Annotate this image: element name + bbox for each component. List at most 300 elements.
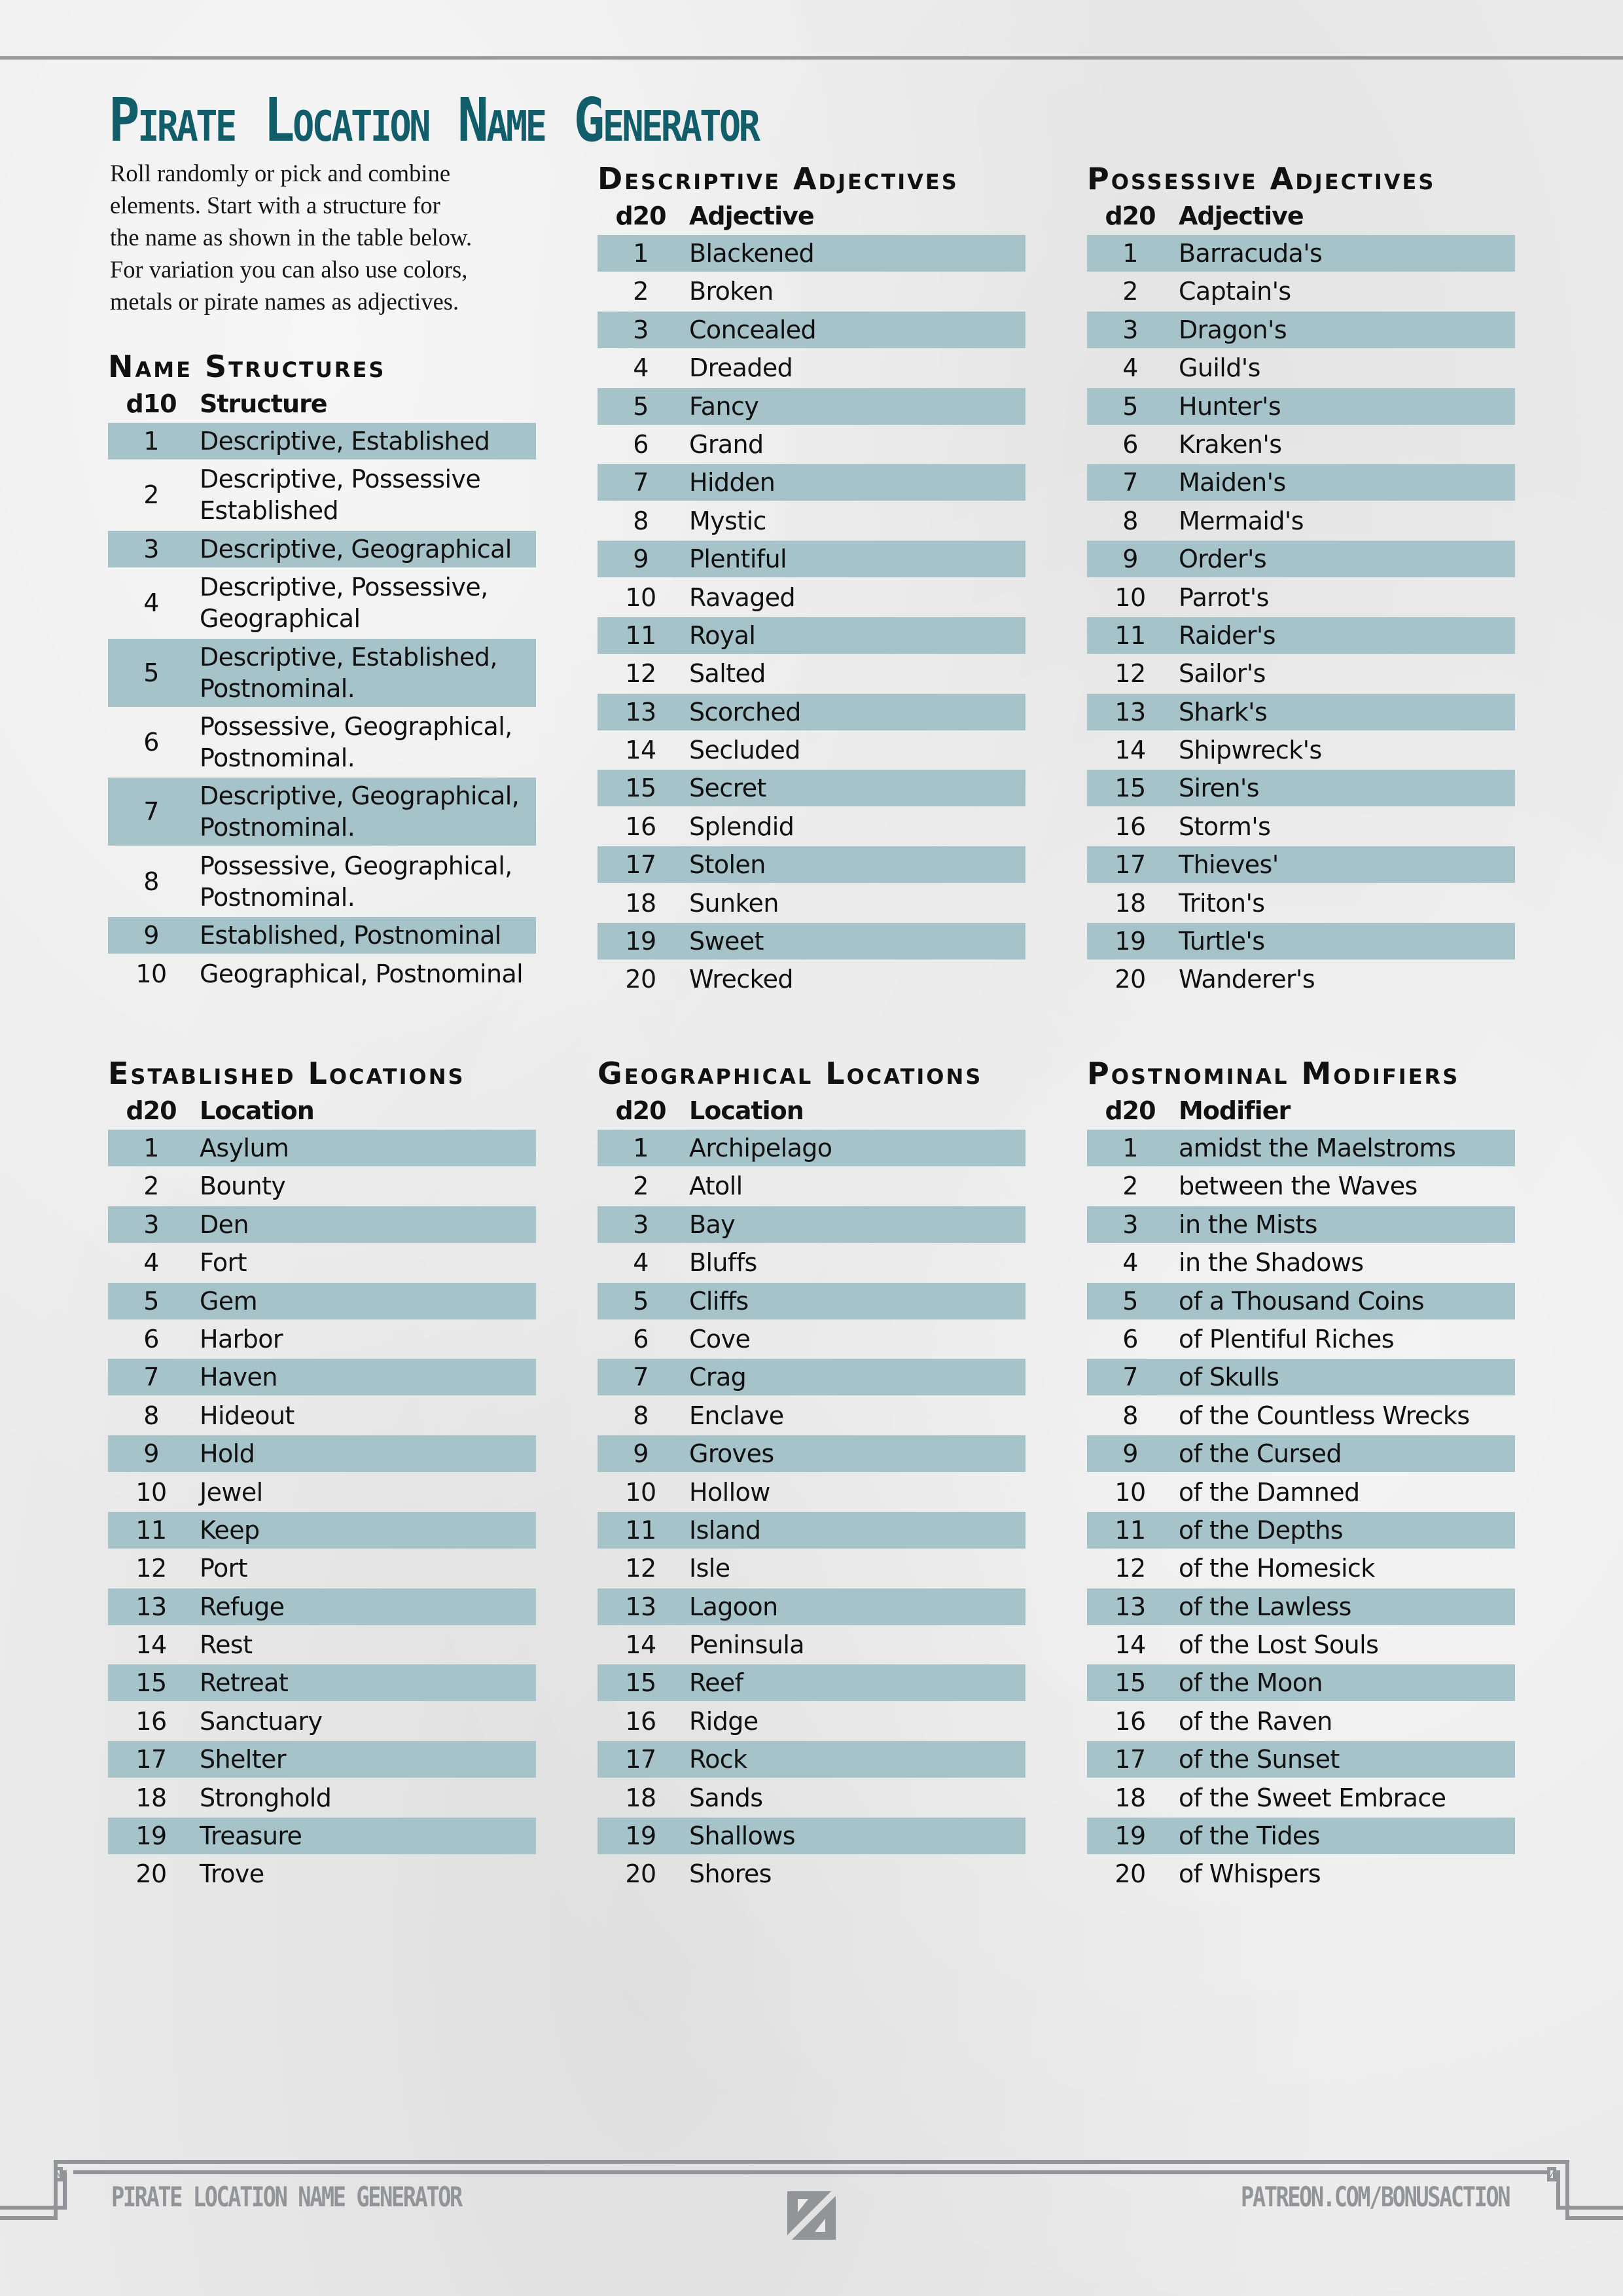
- row-value: Stronghold: [200, 1783, 332, 1812]
- table-row: [597, 1818, 1026, 1854]
- table-row: [1087, 350, 1515, 386]
- row-value: Sailor's: [1179, 659, 1266, 689]
- roll-number: 2: [633, 277, 649, 306]
- table-row: [1087, 770, 1515, 806]
- roll-number: 18: [135, 1783, 167, 1812]
- row-value: Crag: [689, 1363, 747, 1392]
- roll-number: 11: [1115, 1515, 1146, 1545]
- table-postnominal-modifiers: [1087, 1055, 1515, 1894]
- table-row: [108, 1359, 536, 1395]
- section-heading: Descriptive Adjectives: [597, 161, 959, 196]
- roll-number: 7: [1122, 1363, 1138, 1392]
- roll-number: 10: [625, 1477, 656, 1507]
- table-row: [1087, 1703, 1515, 1740]
- roll-number: 9: [633, 545, 649, 574]
- table-row: [597, 1588, 1026, 1625]
- row-value: Triton's: [1179, 888, 1265, 918]
- roll-number: 14: [1115, 736, 1146, 765]
- die-column-header: d20: [615, 202, 666, 230]
- roll-number: 8: [143, 867, 159, 896]
- roll-number: 10: [1115, 583, 1146, 612]
- row-value: Wrecked: [689, 965, 793, 994]
- row-value: Fancy: [689, 391, 759, 421]
- row-value: Shelter: [200, 1745, 286, 1774]
- roll-number: 8: [633, 1401, 649, 1430]
- row-value: Hideout: [200, 1401, 294, 1430]
- table-row: [1087, 1664, 1515, 1701]
- table-row: [1087, 1435, 1515, 1472]
- table-row: [108, 1474, 536, 1511]
- table-row: [108, 1818, 536, 1854]
- table-row: [597, 923, 1026, 960]
- row-value: Haven: [200, 1363, 277, 1392]
- roll-number: 16: [135, 1706, 167, 1736]
- table-header: [597, 1092, 1026, 1130]
- row-value: of the Tides: [1179, 1821, 1320, 1851]
- table-row: [597, 846, 1026, 883]
- roll-number: 19: [625, 927, 656, 956]
- table-row: [108, 639, 536, 707]
- table-row: [597, 1435, 1026, 1472]
- row-value: Splendid: [689, 812, 794, 841]
- row-value: Ridge: [689, 1706, 758, 1736]
- roll-number: 10: [135, 959, 167, 988]
- row-value: Concealed: [689, 315, 817, 344]
- table-row: [597, 1512, 1026, 1549]
- roll-number: 1: [1122, 1134, 1138, 1162]
- table-row: [108, 1283, 536, 1319]
- row-value: between the Waves: [1179, 1172, 1418, 1201]
- table-row: [597, 1703, 1026, 1740]
- roll-number: 20: [625, 1859, 656, 1889]
- footer-border-line: [1556, 2170, 1560, 2210]
- roll-number: 13: [625, 697, 656, 726]
- roll-number: 16: [625, 1706, 656, 1736]
- roll-number: 2: [633, 1172, 649, 1201]
- table-row: [597, 426, 1026, 463]
- roll-number: 9: [1122, 545, 1138, 574]
- row-value: Refuge: [200, 1592, 285, 1621]
- row-value: Raider's: [1179, 620, 1275, 650]
- roll-number: 9: [1122, 1439, 1138, 1469]
- roll-number: 10: [1115, 1477, 1146, 1507]
- table-row: [108, 1168, 536, 1204]
- row-value: Storm's: [1179, 812, 1271, 841]
- row-value: Barracuda's: [1179, 239, 1323, 268]
- roll-number: 18: [625, 888, 656, 918]
- intro-line: metals or pirate names as adjectives.: [110, 288, 459, 315]
- row-value: Peninsula: [689, 1630, 804, 1660]
- row-value: Bluffs: [689, 1248, 757, 1278]
- roll-number: 17: [1115, 850, 1146, 880]
- table-row: [108, 423, 536, 459]
- row-value: amidst the Maelstroms: [1179, 1134, 1456, 1162]
- roll-number: 6: [1122, 429, 1138, 459]
- footer-border-line: [1565, 2216, 1623, 2220]
- footer-border-line: [1556, 2206, 1623, 2210]
- footer-border-line: [0, 2206, 67, 2210]
- roll-number: 5: [633, 391, 649, 421]
- roll-number: 9: [143, 1439, 159, 1469]
- row-value: of the Moon: [1179, 1668, 1323, 1698]
- roll-number: 4: [1122, 1248, 1138, 1278]
- table-row: [597, 1664, 1026, 1701]
- row-value: Harbor: [200, 1324, 283, 1354]
- table-row: [597, 273, 1026, 310]
- table-row: [597, 388, 1026, 425]
- footer-patreon-link[interactable]: PATREON.COM/BONUSACTION: [1241, 2181, 1510, 2213]
- row-value: of the Sunset: [1179, 1745, 1340, 1774]
- roll-number: 15: [1115, 1668, 1146, 1698]
- row-value: Fort: [200, 1248, 247, 1278]
- table-header: [597, 197, 1026, 235]
- roll-number: 1: [143, 427, 159, 456]
- bonus-action-logo-icon: [787, 2191, 836, 2240]
- roll-number: 1: [633, 1134, 649, 1162]
- value-column-header: Adjective: [1179, 202, 1304, 230]
- row-value: Lagoon: [689, 1592, 778, 1621]
- row-value: Parrot's: [1179, 583, 1269, 612]
- roll-number: 2: [1122, 1172, 1138, 1201]
- row-value: Descriptive, Geographical, Postnominal.: [200, 781, 520, 842]
- section-heading: Name Structures: [108, 349, 386, 384]
- row-value: Royal: [689, 620, 756, 650]
- table-row: [597, 1321, 1026, 1357]
- table-row: [597, 350, 1026, 386]
- footer-border-line: [810, 2170, 1550, 2174]
- table-row: [1087, 464, 1515, 501]
- row-value: of the Depths: [1179, 1515, 1343, 1545]
- table-row: [108, 1206, 536, 1243]
- roll-number: 17: [135, 1745, 167, 1774]
- row-value: Trove: [200, 1859, 264, 1889]
- table-row: [597, 1474, 1026, 1511]
- table-row: [108, 569, 536, 637]
- table-row: [1087, 503, 1515, 539]
- table-row: [1087, 885, 1515, 922]
- intro-line: elements. Start with a structure for: [110, 192, 440, 219]
- roll-number: 14: [135, 1630, 167, 1660]
- roll-number: 5: [143, 658, 159, 687]
- table-row: [597, 1359, 1026, 1395]
- row-value: Descriptive, Established, Postnominal.: [200, 642, 497, 703]
- roll-number: 16: [1115, 1706, 1146, 1736]
- footer-border-line: [63, 2170, 67, 2210]
- roll-number: 11: [625, 1515, 656, 1545]
- table-row: [1087, 846, 1515, 883]
- roll-number: 2: [1122, 277, 1138, 306]
- footer-border-line: [73, 2170, 813, 2174]
- table-row: [597, 961, 1026, 997]
- roll-number: 8: [1122, 506, 1138, 535]
- row-value: of the Lost Souls: [1179, 1630, 1379, 1660]
- roll-number: 4: [143, 588, 159, 618]
- table-row: [597, 1244, 1026, 1281]
- value-column-header: Adjective: [689, 202, 814, 230]
- roll-number: 5: [143, 1286, 159, 1316]
- footer-border-line: [0, 2216, 58, 2220]
- roll-number: 6: [633, 1324, 649, 1354]
- row-value: Guild's: [1179, 353, 1260, 383]
- row-value: Descriptive, Geographical: [200, 534, 512, 564]
- row-value: Order's: [1179, 545, 1267, 574]
- row-value: Geographical, Postnominal: [200, 959, 524, 988]
- roll-number: 15: [135, 1668, 167, 1698]
- table-row: [108, 531, 536, 567]
- roll-number: 15: [625, 1668, 656, 1698]
- row-value: in the Shadows: [1179, 1248, 1364, 1278]
- section-heading: Possessive Adjectives: [1087, 161, 1436, 196]
- row-value: Hollow: [689, 1477, 770, 1507]
- table-row: [108, 1856, 536, 1892]
- roll-number: 2: [143, 1172, 159, 1201]
- roll-number: 17: [625, 1745, 656, 1774]
- table-row: [108, 1130, 536, 1166]
- section-heading: Geographical Locations: [597, 1056, 983, 1091]
- table-row: [597, 1626, 1026, 1663]
- table-row: [108, 708, 536, 776]
- roll-number: 15: [1115, 774, 1146, 803]
- table-row: [597, 1397, 1026, 1434]
- table-row: [1087, 694, 1515, 730]
- table-row: [597, 1130, 1026, 1166]
- roll-number: 14: [1115, 1630, 1146, 1660]
- table-row: [1087, 923, 1515, 960]
- row-value: of the Cursed: [1179, 1439, 1342, 1469]
- row-value: of Plentiful Riches: [1179, 1324, 1394, 1354]
- roll-number: 7: [633, 468, 649, 497]
- row-value: Sweet: [689, 927, 764, 956]
- row-value: Shipwreck's: [1179, 736, 1322, 765]
- roll-number: 20: [1115, 1859, 1146, 1889]
- row-value: Jewel: [200, 1477, 263, 1507]
- row-value: of the Raven: [1179, 1706, 1332, 1736]
- row-value: of the Damned: [1179, 1477, 1360, 1507]
- table-row: [1087, 1550, 1515, 1587]
- value-column-header: Location: [689, 1096, 804, 1125]
- row-value: Sunken: [689, 888, 779, 918]
- roll-number: 11: [1115, 620, 1146, 650]
- table-row: [1087, 1780, 1515, 1816]
- roll-number: 9: [143, 921, 159, 950]
- roll-number: 3: [1122, 315, 1138, 344]
- footer-corner-ornament: [54, 2167, 63, 2181]
- roll-number: 7: [143, 797, 159, 827]
- die-column-header: d20: [126, 1096, 177, 1125]
- roll-number: 2: [143, 480, 159, 510]
- table-row: [1087, 1168, 1515, 1204]
- row-value: Possessive, Geographical, Postnominal.: [200, 711, 512, 772]
- row-value: Archipelago: [689, 1134, 832, 1162]
- table-row: [1087, 1741, 1515, 1778]
- footer-border-line: [1565, 2160, 1569, 2220]
- table-row: [597, 541, 1026, 577]
- roll-number: 9: [633, 1439, 649, 1469]
- row-value: Sanctuary: [200, 1706, 323, 1736]
- intro-paragraph: [110, 157, 542, 317]
- table-row: [1087, 1626, 1515, 1663]
- roll-number: 4: [633, 1248, 649, 1278]
- table-row: [1087, 1474, 1515, 1511]
- table-row: [108, 1664, 536, 1701]
- roll-number: 12: [1115, 1554, 1146, 1583]
- row-value: Port: [200, 1554, 247, 1583]
- roll-number: 12: [1115, 659, 1146, 689]
- roll-number: 11: [135, 1515, 167, 1545]
- roll-number: 11: [625, 620, 656, 650]
- roll-number: 5: [1122, 391, 1138, 421]
- roll-number: 19: [1115, 1821, 1146, 1851]
- row-value: Captain's: [1179, 277, 1291, 306]
- intro-line: Roll randomly or pick and combine: [110, 160, 451, 187]
- table-row: [1087, 1359, 1515, 1395]
- table-row: [597, 312, 1026, 348]
- table-row: [108, 1397, 536, 1434]
- table-possessive-adjectives: [1087, 160, 1515, 999]
- row-value: Dreaded: [689, 353, 793, 383]
- table-row: [108, 1512, 536, 1549]
- table-row: [597, 655, 1026, 692]
- section-heading: Established Locations: [108, 1056, 465, 1091]
- row-value: Secret: [689, 774, 766, 803]
- row-value: Den: [200, 1210, 249, 1239]
- table-row: [597, 808, 1026, 845]
- roll-number: 17: [1115, 1745, 1146, 1774]
- table-descriptive-adjectives: [597, 160, 1026, 999]
- row-value: Mystic: [689, 506, 766, 535]
- row-value: of the Lawless: [1179, 1592, 1351, 1621]
- table-row: [1087, 1856, 1515, 1892]
- roll-number: 6: [1122, 1324, 1138, 1354]
- roll-number: 7: [1122, 468, 1138, 497]
- table-row: [108, 1780, 536, 1816]
- table-header: [1087, 1092, 1515, 1130]
- footer-corner-ornament: [1547, 2167, 1556, 2181]
- table-row: [597, 732, 1026, 768]
- row-value: Shores: [689, 1859, 772, 1889]
- row-value: Scorched: [689, 697, 801, 726]
- row-value: Secluded: [689, 736, 800, 765]
- table-row: [597, 503, 1026, 539]
- row-value: Cliffs: [689, 1286, 749, 1316]
- roll-number: 19: [625, 1821, 656, 1851]
- row-value: Maiden's: [1179, 468, 1286, 497]
- row-value: Hold: [200, 1439, 255, 1469]
- table-row: [597, 235, 1026, 272]
- die-column-header: d20: [1105, 202, 1156, 230]
- row-value: Grand: [689, 429, 764, 459]
- row-value: Gem: [200, 1286, 258, 1316]
- row-value: Shark's: [1179, 697, 1268, 726]
- row-value: Descriptive, Possessive, Geographical: [200, 573, 488, 634]
- table-row: [1087, 1206, 1515, 1243]
- roll-number: 13: [135, 1592, 167, 1621]
- roll-number: 6: [143, 727, 159, 757]
- row-value: Salted: [689, 659, 766, 689]
- roll-number: 18: [1115, 1783, 1146, 1812]
- intro-line: the name as shown in the table below.: [110, 224, 473, 251]
- row-value: Descriptive, Possessive Established: [200, 465, 481, 526]
- table-row: [1087, 1397, 1515, 1434]
- roll-number: 6: [633, 429, 649, 459]
- roll-number: 13: [1115, 1592, 1146, 1621]
- row-value: Mermaid's: [1179, 506, 1304, 535]
- row-value: Plentiful: [689, 545, 787, 574]
- table-row: [1087, 617, 1515, 654]
- roll-number: 12: [625, 659, 656, 689]
- table-row: [597, 1283, 1026, 1319]
- table-established-locations: [108, 1055, 536, 1894]
- row-value: Asylum: [200, 1134, 289, 1162]
- row-value: Bay: [689, 1210, 736, 1239]
- row-value: Island: [689, 1515, 761, 1545]
- page-title: Pirate Location Name Generator: [109, 85, 758, 155]
- table-row: [1087, 312, 1515, 348]
- roll-number: 17: [625, 850, 656, 880]
- table-row: [597, 885, 1026, 922]
- roll-number: 6: [143, 1324, 159, 1354]
- row-value: Wanderer's: [1179, 965, 1315, 994]
- row-value: Treasure: [200, 1821, 302, 1851]
- table-row: [597, 1741, 1026, 1778]
- table-row: [597, 1856, 1026, 1892]
- row-value: Hunter's: [1179, 391, 1281, 421]
- row-value: Stolen: [689, 850, 766, 880]
- roll-number: 20: [625, 965, 656, 994]
- roll-number: 15: [625, 774, 656, 803]
- roll-number: 8: [143, 1401, 159, 1430]
- table-row: [597, 1550, 1026, 1587]
- table-row: [597, 694, 1026, 730]
- table-row: [1087, 273, 1515, 310]
- roll-number: 19: [1115, 927, 1146, 956]
- table-row: [1087, 541, 1515, 577]
- table-row: [1087, 655, 1515, 692]
- row-value: Bounty: [200, 1172, 286, 1201]
- row-value: of Skulls: [1179, 1363, 1279, 1392]
- table-row: [108, 1435, 536, 1472]
- table-row: [1087, 732, 1515, 768]
- row-value: Possessive, Geographical, Postnominal.: [200, 851, 512, 912]
- table-row: [108, 461, 536, 529]
- table-row: [597, 464, 1026, 501]
- row-value: Retreat: [200, 1668, 289, 1698]
- row-value: of the Countless Wrecks: [1179, 1401, 1470, 1430]
- table-geographical-locations: [597, 1055, 1026, 1894]
- intro-line: For variation you can also use colors,: [110, 256, 468, 283]
- table-row: [108, 1626, 536, 1663]
- table-row: [1087, 426, 1515, 463]
- table-row: [108, 1588, 536, 1625]
- top-rule: [0, 56, 1623, 60]
- roll-number: 13: [1115, 697, 1146, 726]
- row-value: Keep: [200, 1515, 260, 1545]
- row-value: Hidden: [689, 468, 776, 497]
- row-value: Blackened: [689, 239, 815, 268]
- roll-number: 1: [1122, 239, 1138, 268]
- table-row: [108, 778, 536, 846]
- roll-number: 1: [633, 239, 649, 268]
- row-value: Established, Postnominal: [200, 921, 501, 950]
- table-row: [597, 579, 1026, 616]
- footer-border-line: [54, 2160, 813, 2164]
- row-value: Rest: [200, 1630, 253, 1660]
- roll-number: 13: [625, 1592, 656, 1621]
- row-value: Turtle's: [1179, 927, 1265, 956]
- roll-number: 8: [1122, 1401, 1138, 1430]
- roll-number: 3: [143, 1210, 159, 1239]
- roll-number: 16: [625, 812, 656, 841]
